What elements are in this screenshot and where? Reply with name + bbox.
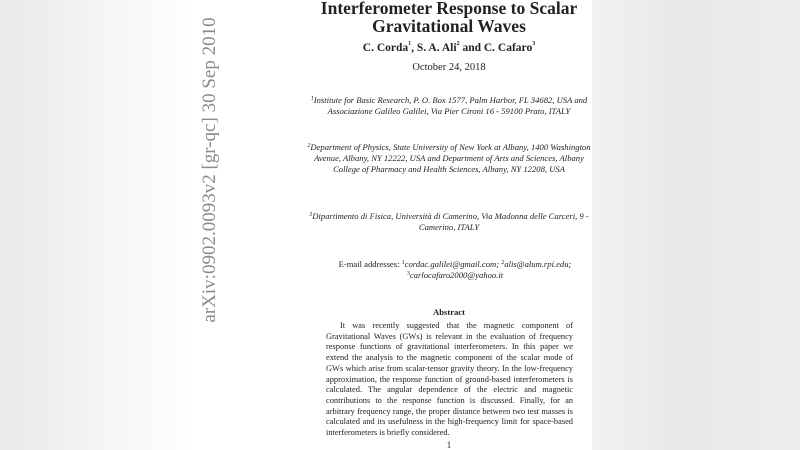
email-label: E-mail addresses: xyxy=(338,259,402,269)
email-link[interactable]: cordac.galilei@gmail.com; xyxy=(404,259,500,269)
affiliation-text: Department of Physics, State University of New York at Albany, 1400 Washington Avenue, Albany, NY 12222, USA and Department of Arts and Sciences, Albany College of Pharmacy and Health Sciences, Albany, NY 12208, USA xyxy=(310,142,591,174)
affil-mark: 1 xyxy=(401,260,405,266)
affiliation-2 xyxy=(303,142,595,174)
affiliation-text: Institute for Basic Research, P. O. Box 1577, Palm Harbor, FL 34682, USA and Associazione Galileo Galilei, Via Pier Cironi 16 - 59100 Prato, ITALY xyxy=(313,95,588,116)
page-number: 1 xyxy=(446,440,452,450)
author: , S. A. Ali xyxy=(411,42,457,54)
affil-mark: 2 xyxy=(307,143,311,149)
authors xyxy=(290,42,608,54)
author: C. Corda xyxy=(362,42,409,54)
arxiv-stamp: arXiv:0902.0093v2 [gr-qc] 30 Sep 2010 xyxy=(199,17,220,323)
email-addresses xyxy=(320,259,590,281)
paper-title xyxy=(290,0,608,35)
affil-mark: 2 xyxy=(456,41,460,47)
affiliation-text: Dipartimento di Fisica, Università di Camerino, Via Madonna delle Carceri, 9 - Camerino, ITALY xyxy=(312,211,589,232)
author: and C. Cafaro xyxy=(459,42,533,54)
abstract-text: It was recently suggested that the magnetic component of Gravitational Waves (GWs) is relevant in the evaluation of frequency response functions of gravitational interferometers. In this paper we extend the analysis to the magnetic component of the scalar mode of GWs which arise from scalar-tensor gravity theory. In the low-frequency approximation, the response function of ground-based interferometers is calculated. The angular dependence of the electric and magnetic contributions to the response function is discussed. Finally, for an arbitrary frequency range, the proper distance between two test masses is calculated and its usefulness in the high-frequency limit for space-based interferometers is briefly considered. xyxy=(326,321,573,438)
affiliation-3 xyxy=(303,211,595,233)
date: October 24, 2018 xyxy=(412,62,486,73)
affil-mark: 3 xyxy=(406,271,410,277)
affil-mark: 3 xyxy=(309,212,313,218)
affil-mark: 1 xyxy=(408,41,412,47)
title-line-1: Interferometer Response to Scalar xyxy=(320,0,578,18)
affiliation-1 xyxy=(305,95,593,117)
affil-mark: 1 xyxy=(310,96,314,102)
affil-mark: 2 xyxy=(501,260,505,266)
affil-mark: 3 xyxy=(532,41,536,47)
title-line-2: Gravitational Waves xyxy=(372,16,526,36)
email-link[interactable]: alis@alum.rpi.edu; xyxy=(504,259,572,269)
abstract-heading: Abstract xyxy=(433,307,465,317)
viewer-background-left xyxy=(0,0,200,450)
viewer-background-right xyxy=(592,0,800,450)
email-link[interactable]: carlocafaro2000@yahoo.it xyxy=(409,270,504,280)
